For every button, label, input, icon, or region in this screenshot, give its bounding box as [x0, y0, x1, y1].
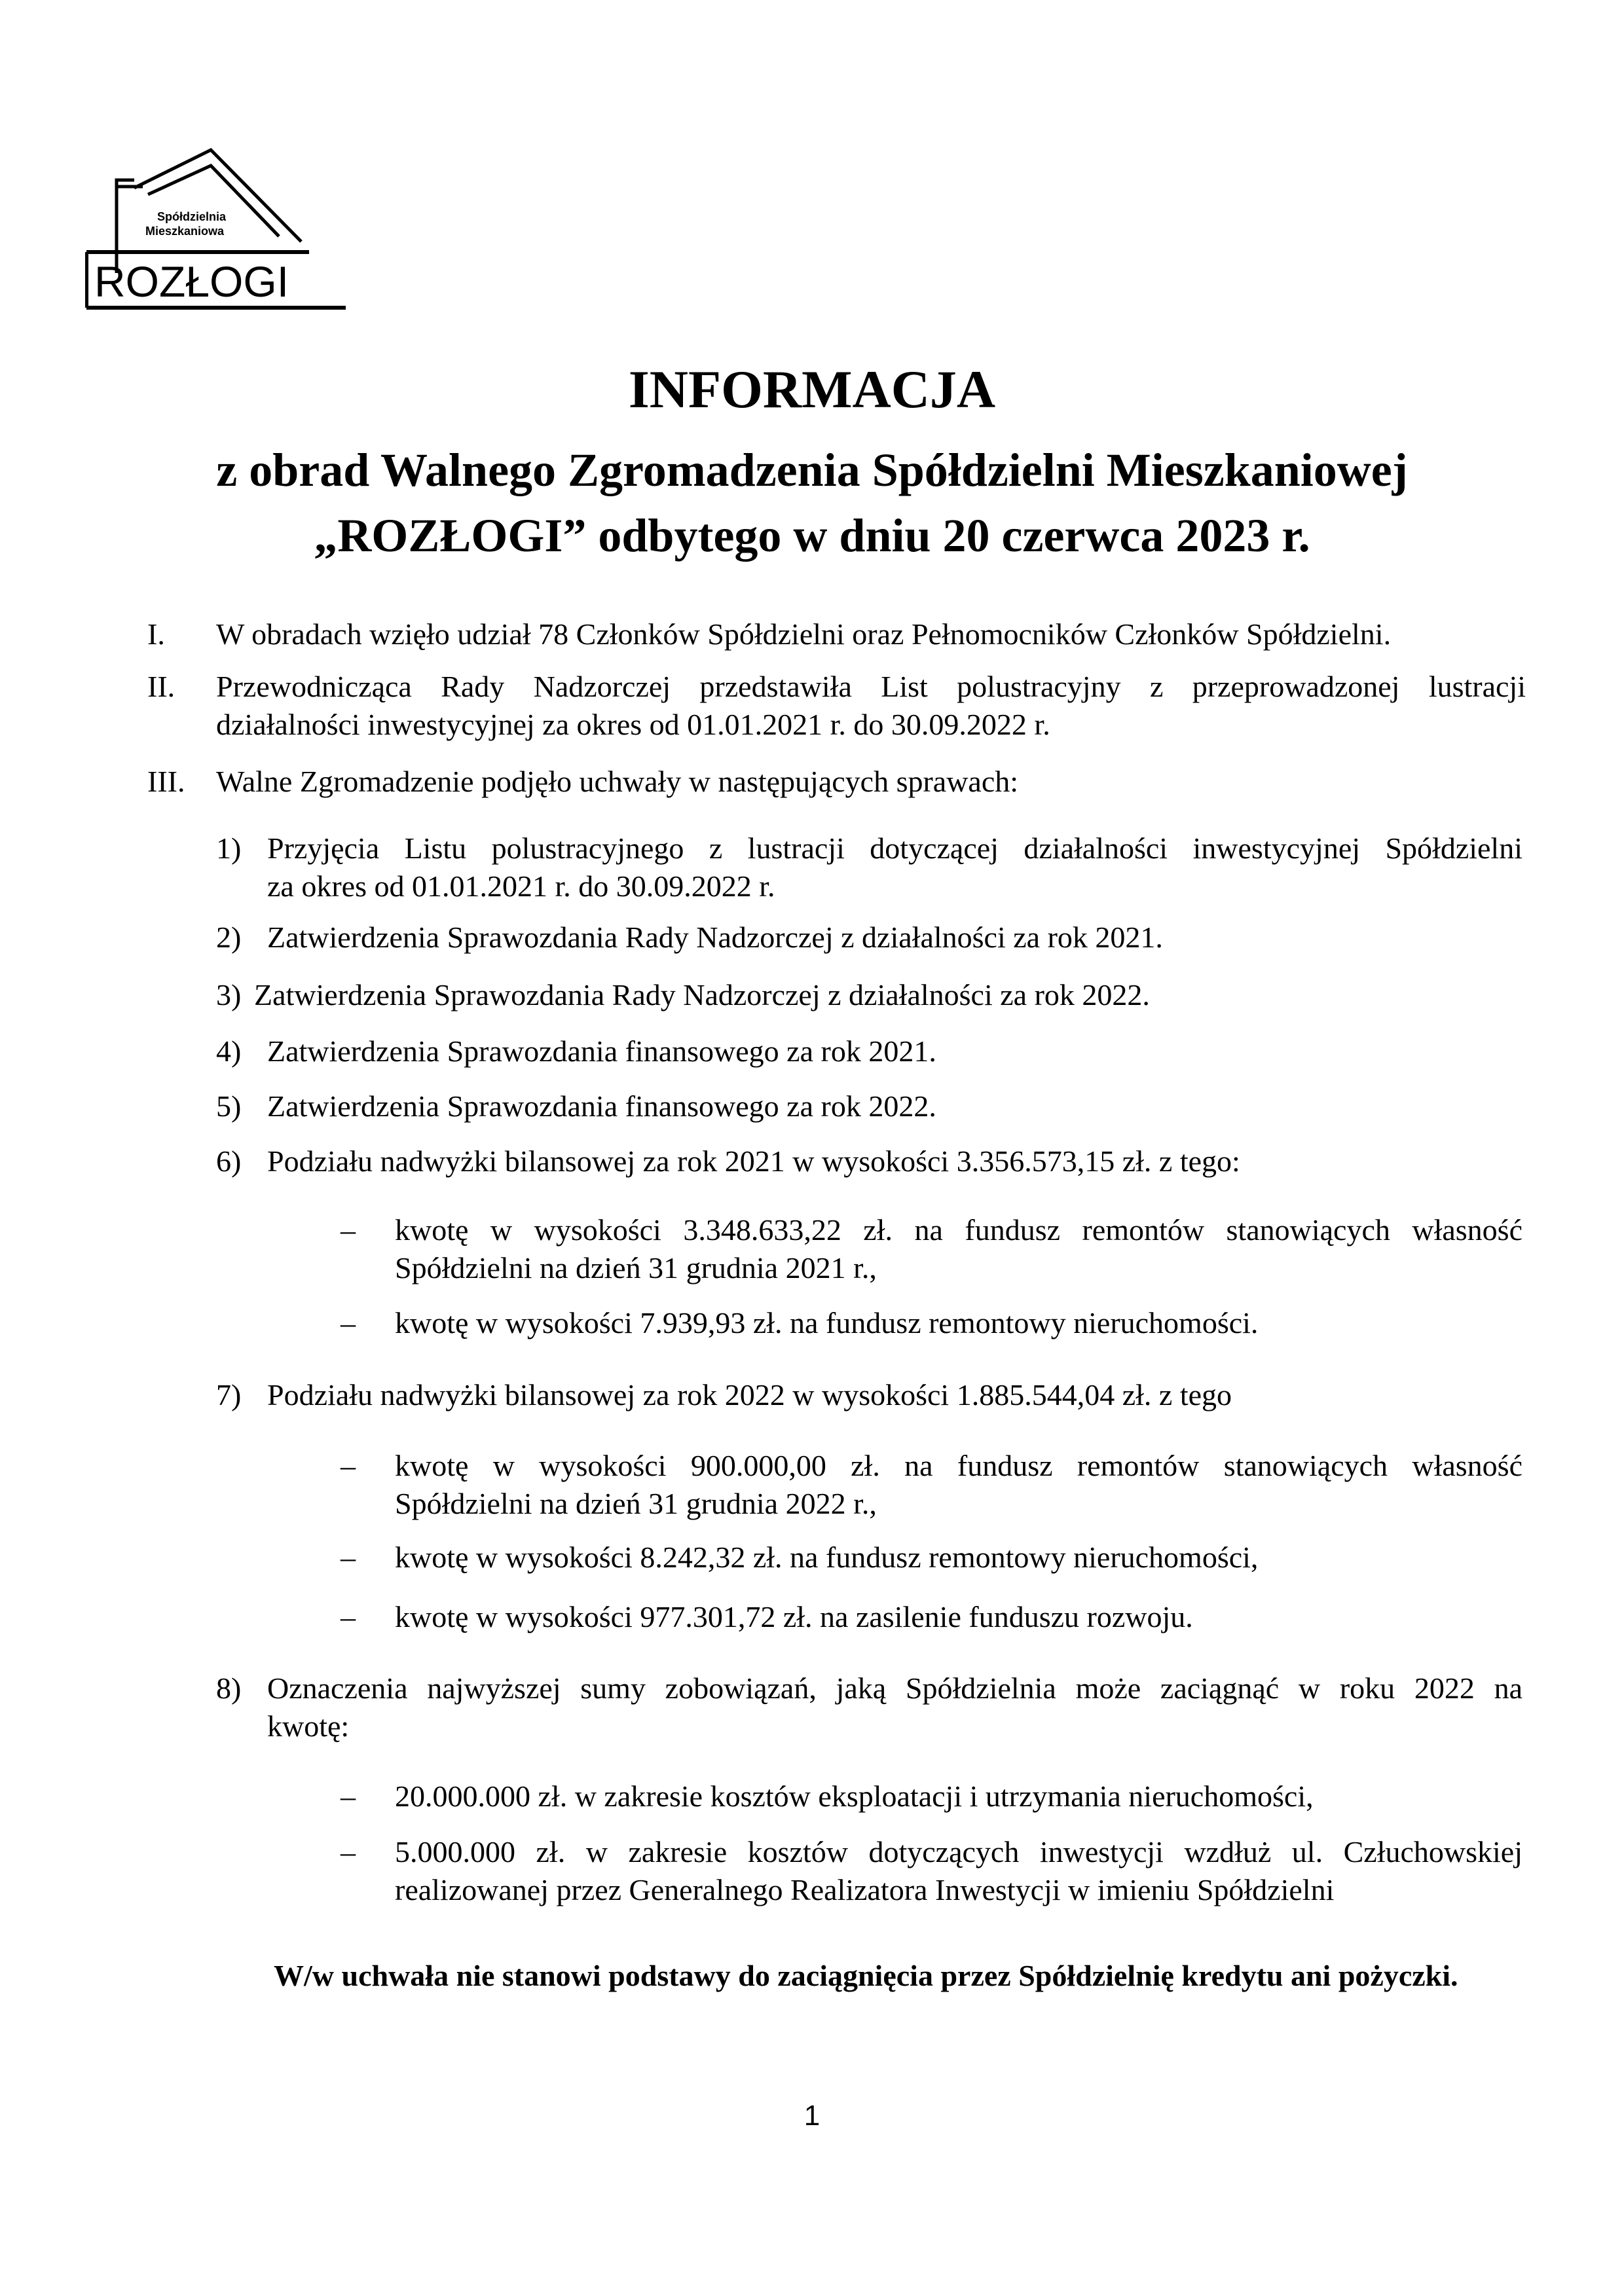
- resolution-text: Zatwierdzenia Sprawozdania Rady Nadzorczej z działalności za rok 2022.: [254, 978, 1150, 1011]
- resolution-number: 2): [216, 920, 242, 954]
- dash-bullet: –: [341, 1213, 356, 1247]
- resolution-number: 6): [216, 1144, 242, 1178]
- dash-bullet: –: [341, 1540, 356, 1574]
- sub-item-text: kwotę w wysokości 977.301,72 zł. na zasilenie funduszu rozwoju.: [395, 1600, 1193, 1633]
- closing-statement: W/w uchwała nie stanowi podstawy do zaciągnięcia przez Spółdzielnię kredytu ani pożyczki.: [274, 1959, 1458, 1992]
- resolution-text-line: Oznaczenia najwyższej sumy zobowiązań, jaką Spółdzielnia może zaciągnąć w roku 2022 na: [267, 1671, 1522, 1705]
- document-subtitle: [0, 437, 1624, 568]
- sub-item-text-line: Spółdzielni na dzień 31 grudnia 2021 r.,: [395, 1251, 877, 1285]
- subtitle-line-2: „ROZŁOGI” odbytego w dniu 20 czerwca 2023 r.: [314, 509, 1310, 562]
- resolution-text-line: za okres od 01.01.2021 r. do 30.09.2022 r.: [267, 869, 775, 903]
- section-number: I.: [147, 617, 165, 651]
- document-title: INFORMACJA: [628, 359, 996, 419]
- resolution-number: 4): [216, 1034, 242, 1068]
- sub-item-text: 20.000.000 zł. w zakresie kosztów eksploatacji i utrzymania nieruchomości,: [395, 1779, 1314, 1813]
- sub-item-text-line: kwotę w wysokości 3.348.633,22 zł. na fundusz remontów stanowiących własność: [395, 1213, 1522, 1247]
- logo-line-2: Mieszkaniowa: [145, 225, 225, 238]
- resolution-text: Zatwierdzenia Sprawozdania finansowego za rok 2022.: [267, 1089, 936, 1123]
- resolution-number: 7): [216, 1378, 242, 1412]
- dash-bullet: –: [341, 1600, 356, 1633]
- resolution-text-line: kwotę:: [267, 1709, 350, 1743]
- logo-line-1: Spółdzielnia: [157, 210, 227, 223]
- resolution-number: 1): [216, 831, 242, 865]
- resolution-number: 5): [216, 1089, 242, 1123]
- resolution-text: Podziału nadwyżki bilansowej za rok 2021 w wysokości 3.356.573,15 zł. z tego:: [267, 1144, 1240, 1178]
- sub-item-text-line: kwotę w wysokości 900.000,00 zł. na fundusz remontów stanowiących własność: [395, 1449, 1522, 1482]
- resolution-number: 8): [216, 1671, 242, 1705]
- resolution-text: Podziału nadwyżki bilansowej za rok 2022 w wysokości 1.885.544,04 zł. z tego: [267, 1378, 1232, 1412]
- sub-item-text: kwotę w wysokości 8.242,32 zł. na fundusz remontowy nieruchomości,: [395, 1540, 1259, 1574]
- section-text: W obradach wzięło udział 78 Członków Spółdzielni oraz Pełnomocników Członków Spółdzielni.: [216, 617, 1392, 651]
- resolution-text: Zatwierdzenia Sprawozdania Rady Nadzorczej z działalności za rok 2021.: [267, 920, 1163, 954]
- section-text: Walne Zgromadzenie podjęło uchwały w następujących sprawach:: [216, 765, 1019, 798]
- dash-bullet: –: [341, 1835, 356, 1868]
- logo-name: ROZŁOGI: [94, 257, 289, 306]
- dash-bullet: –: [341, 1306, 356, 1339]
- dash-bullet: –: [341, 1449, 356, 1482]
- sub-item-text: kwotę w wysokości 7.939,93 zł. na fundusz remontowy nieruchomości.: [395, 1306, 1259, 1339]
- sub-item-text-line: realizowanej przez Generalnego Realizatora Inwestycji w imieniu Spółdzielni: [395, 1873, 1335, 1906]
- section-number: III.: [147, 765, 185, 798]
- resolution-text-line: Przyjęcia Listu polustracyjnego z lustracji dotyczącej działalności inwestycyjnej Spółdzielni: [267, 831, 1522, 865]
- section-text-line: Przewodnicząca Rady Nadzorczej przedstawiła List polustracyjny z przeprowadzonej lustracji: [216, 670, 1526, 703]
- sub-item-text-line: Spółdzielni na dzień 31 grudnia 2022 r.,: [395, 1487, 877, 1520]
- section-number: II.: [147, 670, 175, 703]
- resolution-number: 3): [216, 978, 242, 1011]
- sub-item-text-line: 5.000.000 zł. w zakresie kosztów dotyczących inwestycji wzdłuż ul. Człuchowskiej: [395, 1835, 1522, 1868]
- house-logo-icon: [85, 147, 360, 324]
- section-text-line: działalności inwestycyjnej za okres od 01.01.2021 r. do 30.09.2022 r.: [216, 708, 1050, 741]
- cooperative-logo: [85, 147, 360, 324]
- page-number: 1: [803, 2100, 821, 2132]
- subtitle-line-1: z obrad Walnego Zgromadzenia Spółdzielni Mieszkaniowej: [216, 444, 1408, 496]
- dash-bullet: –: [341, 1779, 356, 1813]
- resolution-text: Zatwierdzenia Sprawozdania finansowego za rok 2021.: [267, 1034, 936, 1068]
